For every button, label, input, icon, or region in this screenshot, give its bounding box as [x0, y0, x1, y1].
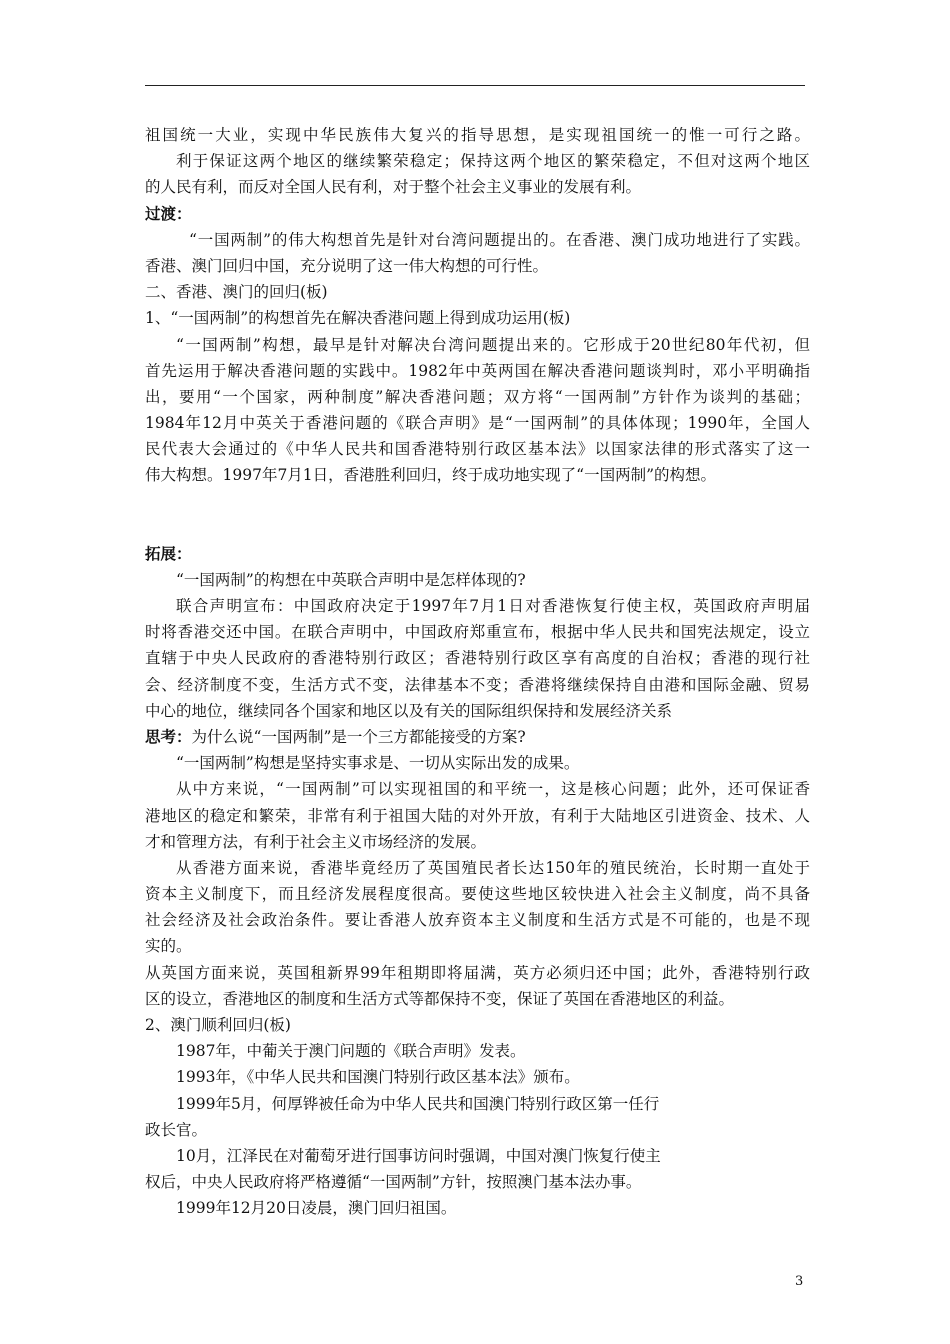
text-line: 伟大构想。1997年7月1日，香港胜利回归，终于成功地实现了“一国两制”的构想。 [145, 466, 717, 485]
text-line: 1993年，《中华人民共和国澳门特别行政区基本法》颁布。 [176, 1068, 580, 1087]
header-rule [145, 85, 805, 86]
text-line: 从英国方面来说，英国租新界99年租期即将届满，英方必须归还中国；此外，香港特别行政 [145, 963, 810, 982]
text-line: 1999年5月，何厚铧被任命为中华人民共和国澳门特别行政区第一任行 [176, 1094, 660, 1113]
text-line: 香港、澳门回归中国，充分说明了这一伟大构想的可行性。 [145, 256, 549, 275]
text-line: 中心的地位，继续同各个国家和地区以及有关的国际组织保持和发展经济关系 [145, 701, 673, 720]
subsection-heading: 1、“一国两制”的构想首先在解决香港问题上得到成功运用(板) [145, 309, 571, 328]
subsection-heading: 2、澳门顺利回归(板) [145, 1016, 291, 1034]
think-question: 为什么说“一国两制”是一个三方都能接受的方案? [191, 727, 526, 746]
text-line: 利于保证这两个地区的继续繁荣稳定；保持这两个地区的繁荣稳定，不但对这两个地区 [176, 152, 810, 171]
text-line: 1999年12月20日凌晨，澳门回归祖国。 [176, 1199, 457, 1218]
document-body [145, 122, 810, 1222]
text-line: “一国两制”构想，最早是针对解决台湾问题提出来的。它形成于20世纪80年代初，但 [176, 335, 810, 354]
text-line: 权后，中央人民政府将严格遵循“一国两制”方针，按照澳门基本法办事。 [145, 1173, 642, 1192]
text-line: “一国两制”构想是坚持实事求是、一切从实际出发的成果。 [176, 754, 580, 773]
text-line: 区的设立，香港地区的制度和生活方式等都保持不变，保证了英国在香港地区的利益。 [145, 989, 735, 1008]
text-line: 港地区的稳定和繁荣，非常有利于祖国大陆的对外开放，有利于大陆地区引进资金、技术、人 [145, 806, 810, 825]
text-line: 会、经济制度不变，生活方式不变，法律基本不变；香港将继续保持自由港和国际金融、贸易 [145, 675, 810, 694]
text-line: 1984年12月中英关于香港问题的《联合声明》是“一国两制”的具体体现；1990年，全国人 [145, 414, 810, 433]
text-line: 资本主义制度下，而且经济发展程度很高。要使这些地区较快进入社会主义制度，尚不具备 [145, 885, 810, 904]
text-line: 直辖于中央人民政府的香港特别行政区；香港特别行政区享有高度的自治权；香港的现行社 [145, 649, 810, 668]
text-line: 出，要用“一个国家，两种制度”解决香港问题；双方将“一国两制”方针作为谈判的基础； [145, 387, 810, 406]
text-line: 从中方来说，“一国两制”可以实现祖国的和平统一，这是核心问题；此外，还可保证香 [176, 780, 810, 799]
section-label-transition: 过渡： [145, 203, 192, 223]
think-line [145, 724, 810, 750]
text-line: 的人民有利，而反对全国人民有利，对于整个社会主义事业的发展有利。 [145, 178, 642, 197]
text-line: 时将香港交还中国。在联合声明中，中国政府郑重宣布，根据中华人民共和国宪法规定，设立 [145, 623, 810, 642]
text-line: 实的。 [145, 937, 192, 956]
text-line: 民代表大会通过的《中华人民共和国香港特别行政区基本法》以国家法律的形式落实了这一 [145, 440, 810, 459]
page-number: 3 [795, 1274, 804, 1289]
text-line: 联合声明宣布：中国政府决定于1997年7月1日对香港恢复行使主权，英国政府声明届 [176, 597, 810, 615]
question-line: “一国两制”的构想在中英联合声明中是怎样体现的? [176, 570, 526, 589]
section-label-think: 思考： [145, 726, 192, 746]
text-line: 政长官。 [145, 1120, 208, 1139]
section-heading: 二、香港、澳门的回归(板) [145, 283, 328, 302]
text-line: “一国两制”的伟大构想首先是针对台湾问题提出的。在香港、澳门成功地进行了实践。 [189, 230, 810, 249]
text-line: 才和管理方法，有利于社会主义市场经济的发展。 [145, 832, 487, 851]
text-line: 祖国统一大业，实现中华民族伟大复兴的指导思想，是实现祖国统一的惟一可行之路。 [145, 126, 810, 144]
section-label-extension: 拓展： [145, 543, 192, 563]
text-line: 10月，江泽民在对葡萄牙进行国事访问时强调，中国对澳门恢复行使主 [176, 1146, 661, 1165]
text-line: 1987年，中葡关于澳门问题的《联合声明》发表。 [176, 1042, 526, 1061]
text-line: 首先运用于解决香港问题的实践中。1982年中英两国在解决香港问题谈判时，邓小平明确指 [145, 361, 810, 380]
text-line: 社会经济及社会政治条件。要让香港人放弃资本主义制度和生活方式是不可能的，也是不现 [145, 911, 810, 930]
text-line: 从香港方面来说，香港毕竟经历了英国殖民者长达150年的殖民统治，长时期一直处于 [176, 858, 810, 877]
